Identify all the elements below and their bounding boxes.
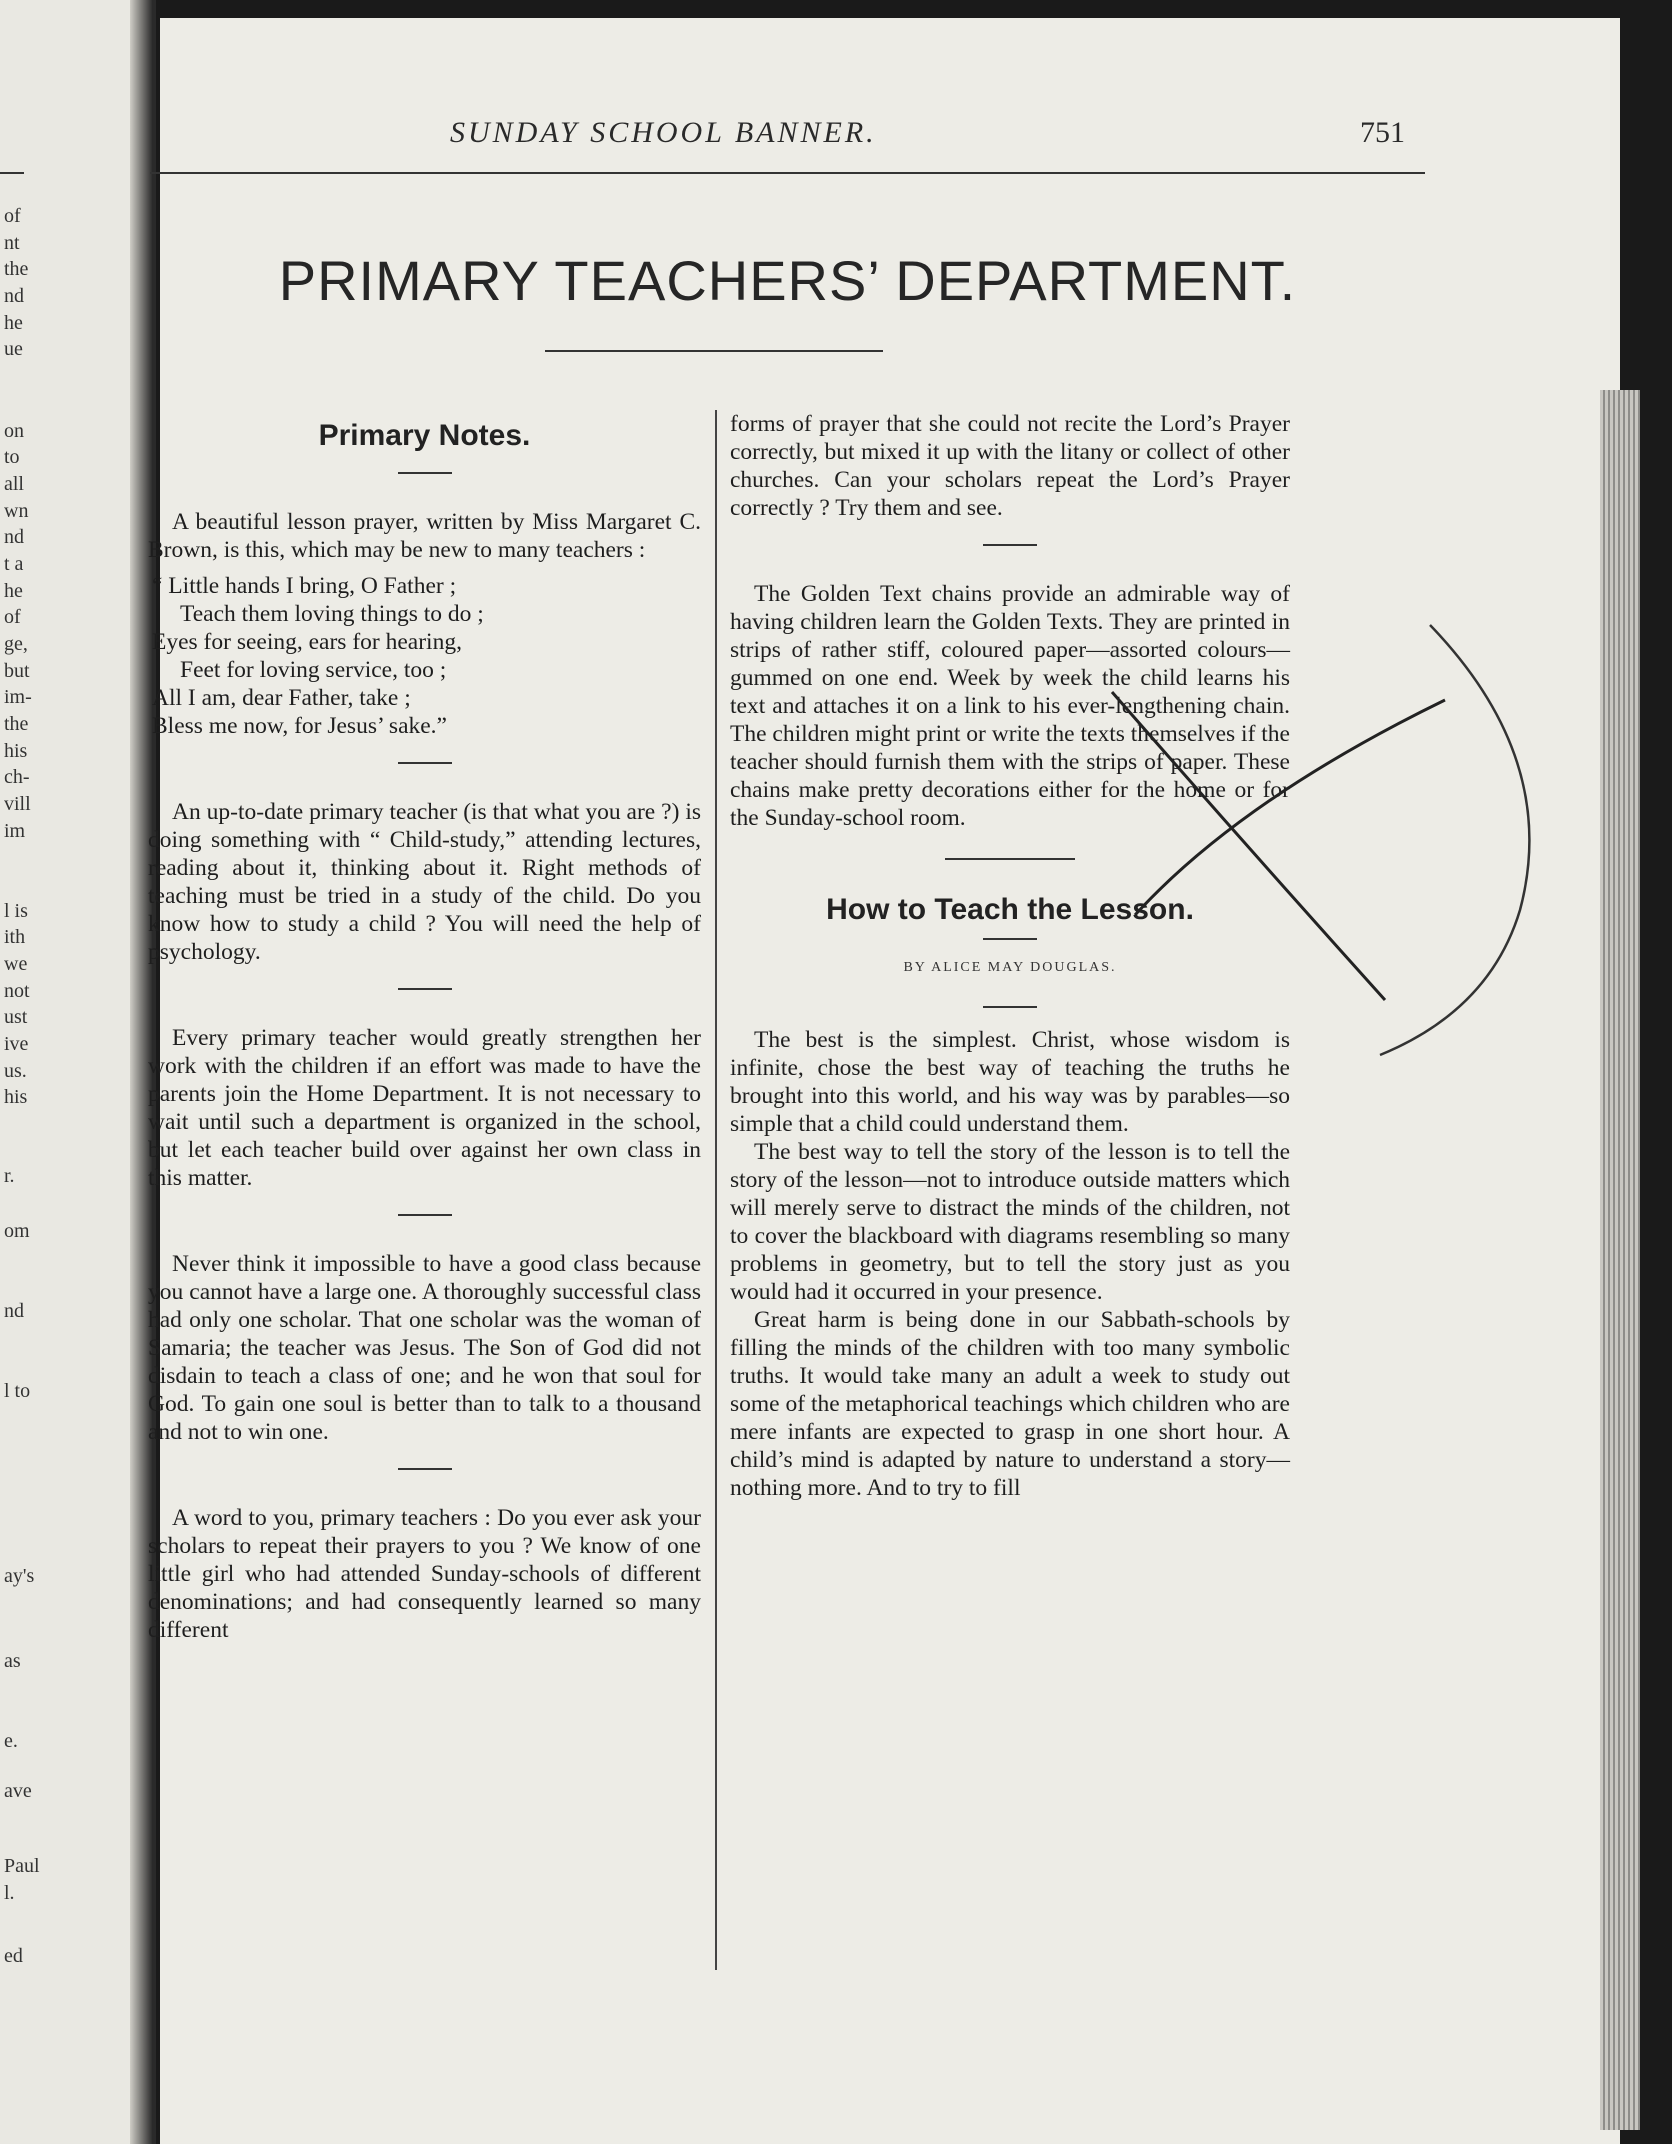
edge-word: he bbox=[4, 580, 23, 602]
edge-word: to bbox=[4, 446, 20, 468]
prayer-verse bbox=[152, 572, 701, 740]
edge-word: ay's bbox=[4, 1565, 35, 1587]
small-class-paragraph: Never think it impossible to have a good class because you cannot have a large one. A thoroughly successful class had only one scholar. That one scholar was the woman of Samaria; the teacher was Jesus. The Son of God did not disdain to teach a class of one; and he won that soul for God. To gain one soul is better than to talk to a thousand and not to win one. bbox=[148, 1251, 701, 1445]
left-column bbox=[148, 410, 701, 1644]
edge-word: ge, bbox=[4, 633, 28, 655]
byline-rule bbox=[983, 1006, 1037, 1008]
note-divider bbox=[983, 544, 1037, 546]
column-divider bbox=[715, 410, 717, 1970]
lesson-paragraph: The best is the simplest. Christ, whose wisdom is infinite, chose the best way of teaching the truths he brought into this world, and his way was by parables—so simple that a child could understand them. bbox=[730, 1027, 1290, 1137]
edge-word: ith bbox=[4, 926, 26, 948]
edge-word: of bbox=[4, 205, 21, 227]
home-department-paragraph: Every primary teacher would greatly strengthen her work with the children if an effort was made to have the parents join the Home Department. It is not necessary to wait until such a department is organized in the school, but let each teacher build over against her own class in this matter. bbox=[148, 1025, 701, 1191]
verse-line: Bless me now, for Jesus’ sake.” bbox=[152, 713, 447, 739]
edge-word: all bbox=[4, 473, 24, 495]
edge-word: Paul bbox=[4, 1855, 40, 1877]
note-divider bbox=[398, 1214, 452, 1216]
verse-line: Eyes for seeing, ears for hearing, bbox=[152, 629, 462, 655]
prayers-paragraph: A word to you, primary teachers : Do you ever ask your scholars to repeat their prayers to you ? We know of one little girl who had attended Sunday-schools of different denominations; and had consequently learned so many different bbox=[148, 1505, 701, 1643]
edge-word: but bbox=[4, 660, 30, 682]
previous-page-fragment bbox=[0, 0, 156, 2144]
edge-word: he bbox=[4, 312, 23, 334]
section-heading: How to Teach the Lesson. bbox=[826, 893, 1194, 926]
edge-word: his bbox=[4, 740, 28, 762]
intro-paragraph: A beautiful lesson prayer, written by Miss Margaret C. Brown, is this, which may be new to many teachers : bbox=[148, 509, 701, 563]
edge-word: l to bbox=[4, 1380, 31, 1402]
edge-word: t a bbox=[4, 553, 24, 575]
edge-word: nd bbox=[4, 526, 24, 548]
author-byline: BY ALICE MAY DOUGLAS. bbox=[903, 960, 1117, 975]
edge-rule bbox=[0, 172, 24, 174]
edge-word: nt bbox=[4, 232, 20, 254]
edge-word: l is bbox=[4, 900, 28, 922]
verse-line: Feet for loving service, too ; bbox=[180, 657, 447, 683]
running-header bbox=[150, 108, 1425, 174]
section-rule bbox=[398, 472, 452, 474]
note-divider bbox=[398, 1468, 452, 1470]
note-divider bbox=[398, 762, 452, 764]
edge-word: e. bbox=[4, 1730, 18, 1752]
continued-paragraph: forms of prayer that she could not recite the Lord’s Prayer correctly, but mixed it up with the litany or collect of other churches. Can your scholars repeat the Lord’s Prayer correctly ? Try them and see. bbox=[730, 411, 1290, 521]
title-rule bbox=[545, 350, 883, 352]
section-rule bbox=[983, 938, 1037, 940]
right-column bbox=[730, 410, 1290, 1502]
edge-word: ave bbox=[4, 1780, 32, 1802]
edge-word: ive bbox=[4, 1033, 29, 1055]
department-title: PRIMARY TEACHERS’ DEPARTMENT. bbox=[278, 249, 1297, 312]
edge-word: om bbox=[4, 1220, 30, 1242]
edge-word: us. bbox=[4, 1060, 27, 1082]
publication-title: SUNDAY SCHOOL BANNER. bbox=[450, 116, 877, 149]
edge-word: nd bbox=[4, 285, 24, 307]
edge-word: his bbox=[4, 1086, 28, 1108]
edge-word: the bbox=[4, 258, 29, 280]
edge-word: ust bbox=[4, 1006, 28, 1028]
golden-text-paragraph: The Golden Text chains provide an admirable way of having children learn the Golden Texts. They are printed in strips of rather stiff, coloured paper—assorted colours—gummed on one end. Week by week the child learns his text and attaches it on a link to his ever-lengthening chain. The children might print or write the texts themselves if the teacher should furnish them with the strips of paper. These chains make pretty decorations either for the home or for the Sunday-school room. bbox=[730, 581, 1290, 831]
edge-word: ch- bbox=[4, 766, 30, 788]
page-stack-edge bbox=[1600, 390, 1640, 2130]
edge-word: we bbox=[4, 953, 28, 975]
edge-word: not bbox=[4, 980, 30, 1002]
verse-line: Teach them loving things to do ; bbox=[180, 601, 484, 627]
edge-word: nd bbox=[4, 1300, 24, 1322]
edge-word: of bbox=[4, 606, 21, 628]
verse-line: “ Little hands I bring, O Father ; bbox=[152, 573, 457, 599]
edge-word: wn bbox=[4, 500, 29, 522]
section-heading: Primary Notes. bbox=[318, 419, 531, 452]
edge-word: im bbox=[4, 820, 26, 842]
edge-word: ue bbox=[4, 338, 23, 360]
edge-word: im- bbox=[4, 686, 32, 708]
verse-line: All I am, dear Father, take ; bbox=[152, 685, 411, 711]
edge-word: r. bbox=[4, 1165, 15, 1187]
child-study-paragraph: An up-to-date primary teacher (is that what you are ?) is doing something with “ Child-study,” attending lectures, reading about it, thinking about it. Right methods of teaching must be tried in a study of the child. Do you know how to study a child ? You will need the help of psychology. bbox=[148, 799, 701, 965]
edge-word: l. bbox=[4, 1882, 15, 1904]
note-divider bbox=[398, 988, 452, 990]
page-number: 751 bbox=[1360, 116, 1405, 149]
section-divider bbox=[945, 858, 1075, 860]
edge-word: as bbox=[4, 1650, 21, 1672]
crossed-out-note bbox=[730, 580, 1290, 832]
edge-word: vill bbox=[4, 793, 31, 815]
lesson-paragraph: The best way to tell the story of the lesson is to tell the story of the lesson—not to introduce outside matters which will merely serve to distract the minds of the children, not to cover the blackboard with diagrams resembling so many problems in geometry, but to tell the story just as you would had it occurred in your presence. bbox=[730, 1139, 1290, 1305]
lesson-paragraph: Great harm is being done in our Sabbath-schools by filling the minds of the children with too many symbolic truths. It would take many an adult a week to study out some of the metaphorical teachings which children who are mere infants are expected to grasp in one short hour. A child’s mind is adapted by nature to understand a story—nothing more. And to try to fill bbox=[730, 1307, 1290, 1501]
edge-word: ed bbox=[4, 1945, 23, 1967]
edge-word: on bbox=[4, 420, 24, 442]
edge-word: the bbox=[4, 713, 29, 735]
